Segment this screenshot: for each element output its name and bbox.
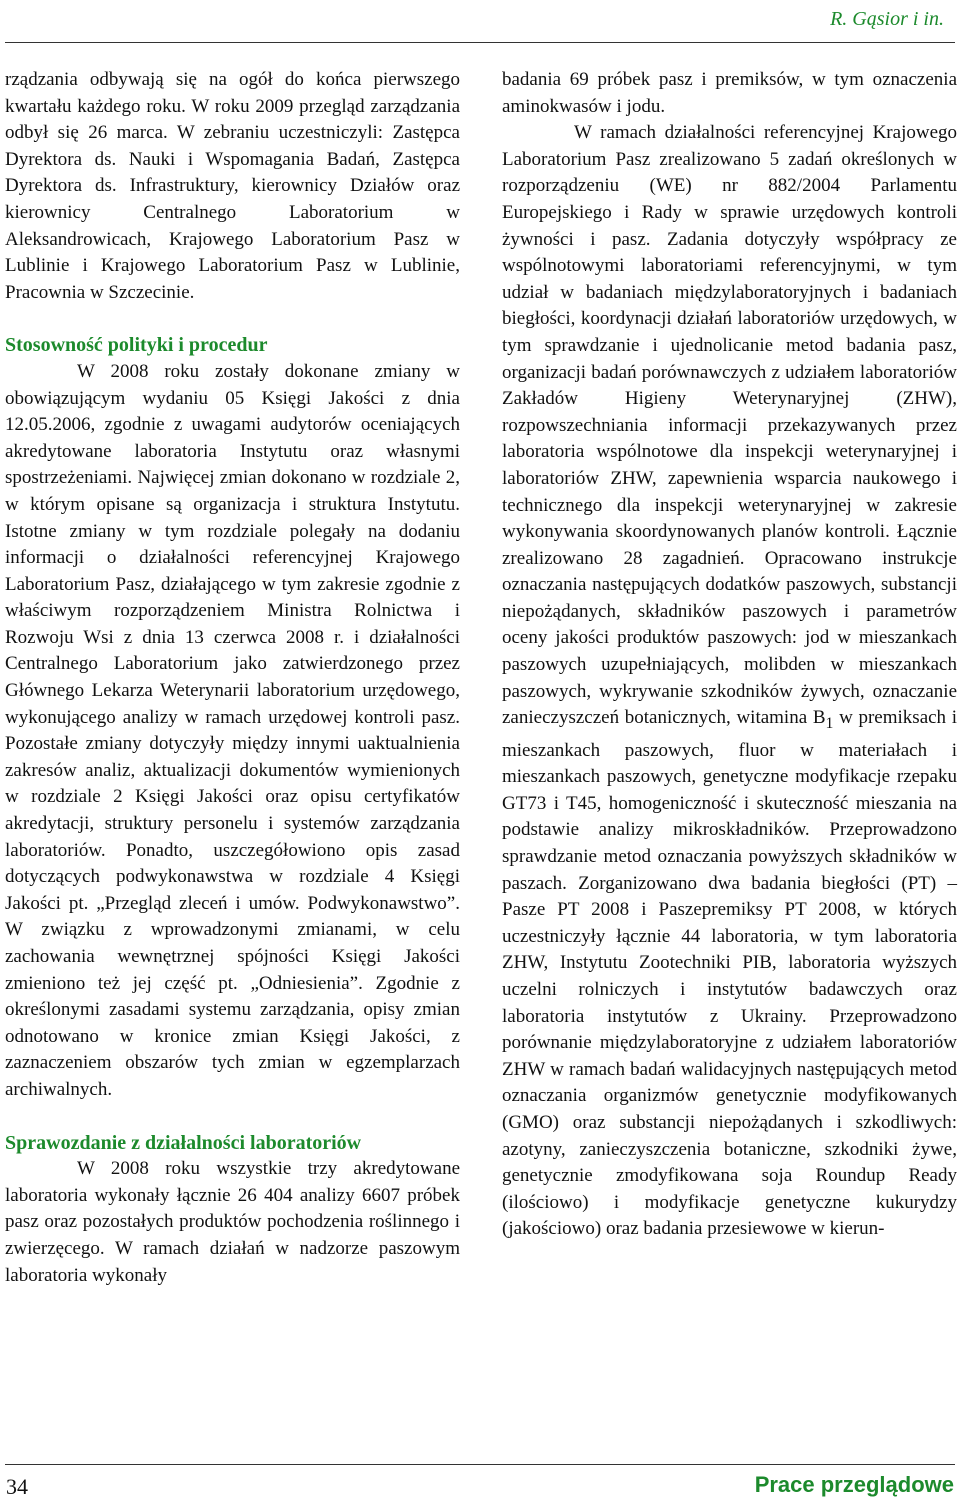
heading-lab-activity-report: Sprawozdanie z działalności laboratoriów <box>5 1131 362 1154</box>
journal-section-title: Prace przeglądowe <box>754 1472 954 1497</box>
header-rule <box>5 42 955 43</box>
page-number: 34 <box>6 1474 28 1499</box>
paragraph-management-review: rządzania odbywają się na ogół do końca pierwszego kwartału każdego roku. W roku 2009 przegląd zarządzania odbył się 26 marca. W zebraniu uczestniczyli: Zastępca Dyrektora ds. Nauki i Wspomagania Badań, Zastępca Dyrektora ds. Infrastruktury, kierownicy Działów oraz kierownicy Centralnego Laboratorium w Aleksandrowicach, Krajowego Laboratorium Pasz w Lublinie i Krajowego Laboratorium Pasz w Lublinie, Pracownia w Szczecinie. <box>5 69 460 303</box>
left-column <box>5 67 460 1289</box>
paragraph-reference-activity <box>502 120 957 1243</box>
reference-activity-text-b: w premiksach i mieszankach paszowych, fluor w materiałach i mieszankach paszowych, genetyczne modyfikacje rzepaku GT73 i T45, homogeniczność i skuteczność mieszania na podstawie analizy mikroskładników. Przeprowadzono sprawdzanie metod oznaczania powyższych składników w paszach. Zorganizowano dwa badania biegłości (PT) – Pasze PT 2008 i Paszepremiksy PT 2008, w których uczestniczyły łącznie 44 laboratoria, w tym laboratoria ZHW, Instytutu Zootechniki PIB, laboratoria wyższych uczelni rolniczych i instytutów badawczych oraz laboratoria instytutów z Ukrainy. Przeprowadzono porównanie międzylaboratoryjne z udziałem laboratoriów ZHW w ramach badań walidacyjnych następujących metod oznaczania organizmów genetycznie modyfikowanych (GMO) oraz substancji niepożądanych i szkodliwych: azotyny, zanieczyszczenia botaniczne, szkodniki żywe, genetycznie zmodyfikowana soja Roundup Ready (ilościowo) i modyfikacje genetyczne kukurydzy (jakościowo) oraz badania przesiewowe w kierun- <box>502 707 958 1240</box>
right-column <box>502 67 957 1243</box>
vitamin-subscript: 1 <box>825 715 834 733</box>
running-header-authors: R. Gąsior i in. <box>830 8 944 30</box>
section-gap <box>5 1104 460 1130</box>
reference-activity-text-a: W ramach działalności referencyjnej Krajowego Laboratorium Pasz zrealizowano 5 zadań określonych w rozporządzeniu (WE) nr 882/2004 Parlamentu Europejskiego i Rady w sprawie urzędowych kontroli żywności i pasz. Zadania dotyczyły współpracy ze wspólnotowymi laboratoriami referencyjnymi, w tym udział w badaniach międzylaboratoryjnych i badaniach biegłości, koordynacji działań laboratoriów urzędowych, w tym sprawdzanie i ujednolicanie metod badania pasz, organizacji badań porównawczych z udziałem laboratoriów Zakładów Higieny Weterynaryjnej (ZHW), rozpowszechniania informacji przekazywanych przez laboratoria wspólnotowe dla inspekcji weterynaryjnej i laboratoriów ZHW, zapewnienia wsparcia naukowego i technicznego dla inspekcji weterynaryjnej w zakresie wykonywania skoordynowanych planów kontroli. Łącznie zrealizowano 28 zagadnień. Opracowano instrukcje oznaczania następujących dodatków paszowych, substancji niepożądanych, składników paszowych i parametrów oceny jakości produktów paszowych: jod w mieszankach paszowych uzupełniających, molibden w mieszankach paszowych, wykrywanie szkodników żywych, oznaczanie zanieczyszczeń botanicznych, witamina B <box>502 122 957 729</box>
heading-policy-procedures: Stosowność polityki i procedur <box>5 334 268 357</box>
paragraph-lab-analyses: W 2008 roku wszystkie trzy akredytowane laboratoria wykonały łącznie 26 404 analizy 6607 próbek pasz oraz pozostałych produktów pochodzenia roślinnego i zwierzęcego. W ramach działań w nadzorze paszowym laboratoria wykonały <box>5 1158 460 1286</box>
paragraph-feed-samples: badania 69 próbek pasz i premiksów, w tym oznaczenia aminokwasów i jodu. <box>502 69 957 117</box>
section-gap <box>5 306 460 332</box>
footer-rule <box>5 1464 955 1465</box>
paragraph-quality-book-changes: W 2008 roku zostały dokonane zmiany w obowiązującym wydaniu 05 Księgi Jakości z dnia 12.05.2006, zgodnie z uwagami audytorów oceniających akredytowane laboratoria Instytutu oraz własnymi spostrzeżeniami. Najwięcej zmian dokonano w rozdziale 2, w którym opisane są organizacja i struktura Instytutu. Istotne zmiany w tym rozdziale polegały na dodaniu informacji o działalności referencyjnej Krajowego Laboratorium Pasz, działającego w tym zakresie zgodnie z właściwym rozporządzeniem Ministra Rolnictwa i Rozwoju Wsi z dnia 13 czerwca 2008 r. i działalności Centralnego Laboratorium jako zatwierdzonego przez Głównego Lekarza Weterynarii laboratorium urzędowego, wykonującego analizy w ramach urzędowej kontroli pasz. Pozostałe zmiany dotyczyły między innymi uaktualnienia zakresów analiz, aktualizacji dokumentów wymienionych w rozdziale 2 Księgi Jakości oraz opisu certyfikatów akredytacji, struktury personelu i systemów zarządzania laboratoriów. Ponadto, uszczegółowiono opis zasad dotyczących podwykonawstwa w rozdziale 4 Księgi Jakości pt. „Przegląd zleceń i umów. Podwykonawstwo”. W związku z wprowadzonymi zmianami, w celu zachowania wewnętrznej spójności Księgi Jakości zmieniono też jej część pt. „Odniesienia”. Zgodnie z określonymi zasadami systemu zarządzania, opisy zmian odnotowano w kronice zmian Księgi Jakości, z zaznaczeniem obszarów tych zmian w egzemplarzach archiwalnych. <box>5 360 460 1100</box>
